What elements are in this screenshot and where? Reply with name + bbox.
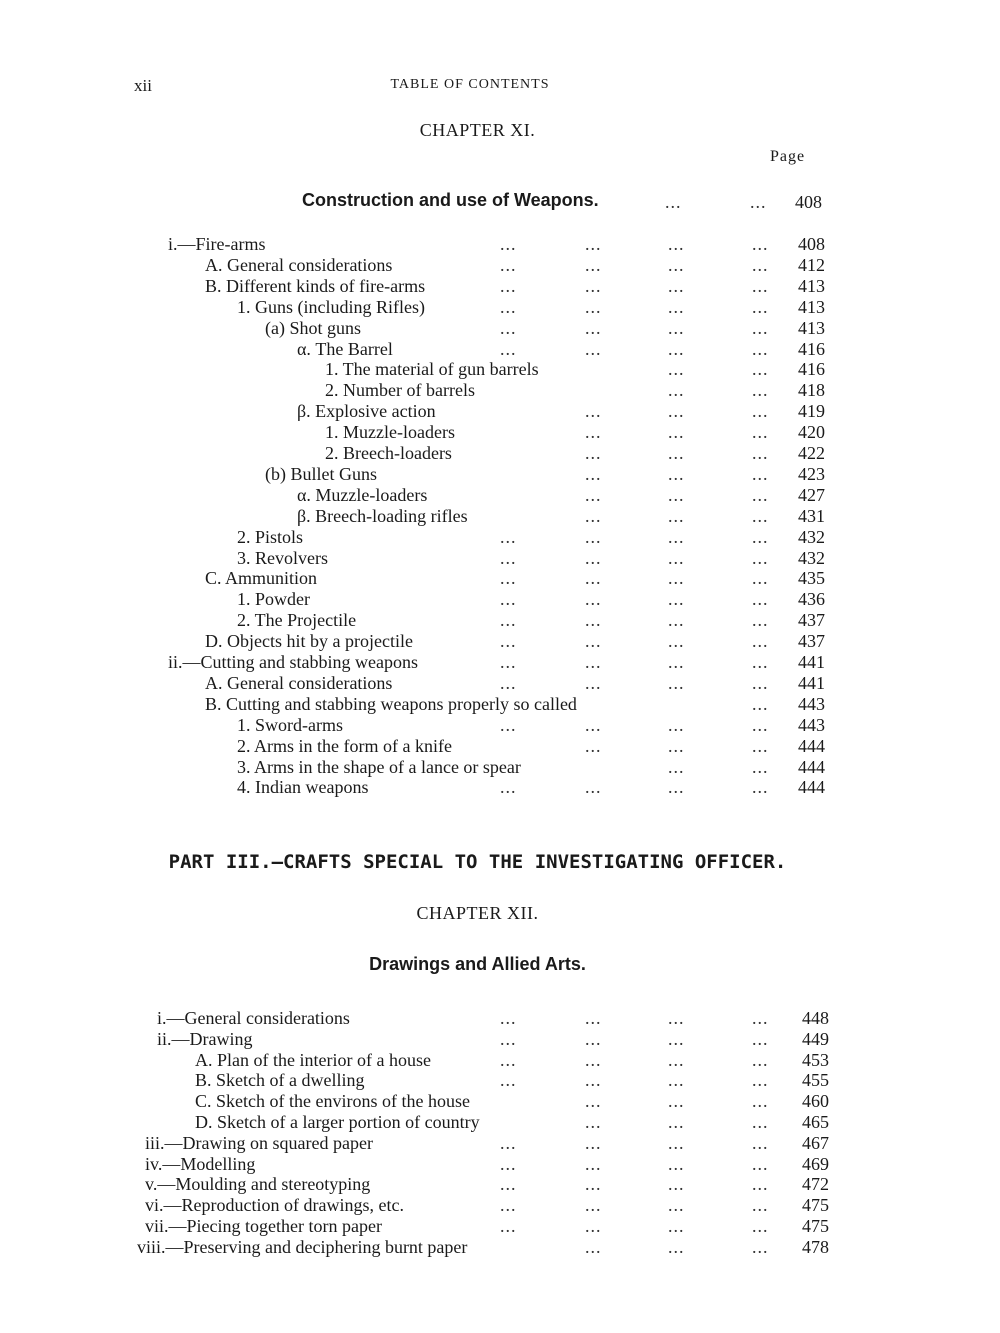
chapter-xi-entry-text: 1. Powder bbox=[237, 589, 310, 610]
leader-dots: ... bbox=[752, 234, 769, 254]
chapter-xi-title: Construction and use of Weapons. bbox=[302, 190, 599, 210]
leader-dots: ... bbox=[668, 1132, 685, 1153]
chapter-xi-entry-page: 443 bbox=[798, 693, 825, 714]
leader-dots: ... bbox=[500, 672, 517, 693]
chapter-xii-entry-text: vi.—Reproduction of drawings, etc. bbox=[145, 1195, 404, 1216]
leader-dots: ... bbox=[752, 380, 769, 401]
leader-dots: ... bbox=[585, 1112, 602, 1132]
leader-dots: ... bbox=[585, 505, 602, 526]
leader-dots: ... bbox=[668, 777, 685, 798]
leader-dots: ... bbox=[500, 1195, 517, 1216]
leader-dots: ... bbox=[752, 652, 769, 672]
leader-dots: ... bbox=[585, 610, 602, 631]
leader-dots: ... bbox=[752, 756, 769, 777]
leader-dots: ... bbox=[668, 589, 685, 610]
leader-dots: ... bbox=[585, 296, 602, 317]
leader-dots: ... bbox=[668, 422, 685, 443]
chapter-xi-entry-text: 2. The Projectile bbox=[237, 610, 357, 631]
chapter-xi-entry-page: 418 bbox=[798, 380, 825, 401]
chapter-xii-entry-page: 460 bbox=[802, 1091, 829, 1112]
page-column-label: Page bbox=[770, 148, 806, 165]
leader-dots: ... bbox=[752, 1112, 769, 1132]
leader-dots: ... bbox=[585, 401, 602, 422]
leader-dots: ... bbox=[752, 1091, 769, 1112]
leader-dots: ... bbox=[668, 1174, 685, 1195]
leader-dots: ... bbox=[668, 526, 685, 547]
leader-dots: ... bbox=[585, 547, 602, 568]
leader-dots: ... bbox=[585, 338, 602, 359]
leader-dots: ... bbox=[668, 756, 685, 777]
chapter-xi-entry-page: 413 bbox=[798, 317, 825, 338]
leader-dots: ... bbox=[752, 1236, 769, 1257]
leader-dots: ... bbox=[585, 1091, 602, 1112]
chapter-xii-entry-page: 465 bbox=[802, 1112, 829, 1132]
leader-dots: ... bbox=[585, 422, 602, 443]
leader-dots: ... bbox=[668, 296, 685, 317]
chapter-xi-entry-page: 437 bbox=[798, 610, 825, 631]
leader-dots: ... bbox=[668, 672, 685, 693]
page-number: xii bbox=[134, 76, 152, 95]
leader-dots: ... bbox=[585, 1028, 602, 1049]
chapter-xi-entry-page: 441 bbox=[798, 672, 825, 693]
leader-dots: ... bbox=[585, 1008, 602, 1028]
leader-dots: ... bbox=[500, 526, 517, 547]
leader-dots: ... bbox=[668, 380, 685, 401]
leader-dots: ... bbox=[752, 1153, 769, 1174]
leader-dots: ... bbox=[752, 568, 769, 589]
leader-dots: ... bbox=[585, 1153, 602, 1174]
chapter-xii-entry-page: 449 bbox=[802, 1028, 829, 1049]
chapter-xi-entry-page: 408 bbox=[798, 234, 825, 254]
chapter-xi-entry-text: 3. Arms in the shape of a lance or spear bbox=[237, 756, 521, 777]
leader-dots: ... bbox=[585, 777, 602, 798]
leader-dots: ... bbox=[500, 547, 517, 568]
chapter-xi-entry-text: β. Breech-loading rifles bbox=[297, 505, 468, 526]
leader-dots: ... bbox=[668, 1008, 685, 1028]
chapter-xii-entry-page: 469 bbox=[802, 1153, 829, 1174]
chapter-xii-entry-text: viii.—Preserving and deciphering burnt paper bbox=[137, 1236, 468, 1257]
chapter-xi-entry-page: 432 bbox=[798, 526, 825, 547]
leader-dots: ... bbox=[752, 1049, 769, 1070]
leader-dots: ... bbox=[585, 443, 602, 463]
leader-dots: ... bbox=[668, 714, 685, 735]
leader-dots: ... bbox=[752, 1132, 769, 1153]
leader-dots: ... bbox=[500, 1216, 517, 1236]
leader-dots: ... bbox=[668, 443, 685, 463]
leader-dots: ... bbox=[500, 317, 517, 338]
chapter-xi-entry-page: 419 bbox=[798, 401, 825, 422]
chapter-xi-entry-page: 412 bbox=[798, 254, 825, 275]
leader-dots: ... bbox=[752, 254, 769, 275]
chapter-xi-entry-page: 435 bbox=[798, 568, 825, 589]
chapter-xi-entry-text: 1. Sword-arms bbox=[237, 714, 343, 735]
chapter-xi-entry-page: 443 bbox=[798, 714, 825, 735]
leader-dots: ... bbox=[752, 296, 769, 317]
leader-dots: ... bbox=[500, 714, 517, 735]
leader-dots: ... bbox=[585, 589, 602, 610]
leader-dots: ... bbox=[752, 693, 769, 714]
chapter-xi-entry-text: 1. The material of gun barrels bbox=[325, 359, 539, 380]
leader-dots: ... bbox=[668, 275, 685, 296]
chapter-xi-title-page: 408 bbox=[795, 192, 822, 212]
chapter-xi-entry-text: i.—Fire-arms bbox=[168, 234, 266, 254]
chapter-xii-entry-text: B. Sketch of a dwelling bbox=[195, 1070, 365, 1091]
chapter-xi-entry-page: 413 bbox=[798, 275, 825, 296]
leader-dots: ... bbox=[668, 610, 685, 631]
chapter-xii-entry-text: iii.—Drawing on squared paper bbox=[145, 1132, 373, 1153]
leader-dots: ... bbox=[585, 463, 602, 484]
chapter-xii-entry-page: 453 bbox=[802, 1049, 829, 1070]
leader-dots: ... bbox=[752, 359, 769, 380]
chapter-xi-entry-text: ii.—Cutting and stabbing weapons bbox=[168, 652, 418, 672]
leader-dots: ... bbox=[668, 1028, 685, 1049]
leader-dots: ... bbox=[668, 547, 685, 568]
leader-dots: ... bbox=[585, 672, 602, 693]
leader-dots: ... bbox=[752, 735, 769, 756]
leader-dots: ... bbox=[752, 777, 769, 798]
leader-dots: ... bbox=[752, 422, 769, 443]
leader-dots: ... bbox=[668, 359, 685, 380]
leader-dots: ... bbox=[668, 234, 685, 254]
leader-dots: ... bbox=[585, 568, 602, 589]
chapter-xii-entry-page: 455 bbox=[802, 1070, 829, 1091]
chapter-xi-entry-text: 2. Breech-loaders bbox=[325, 443, 452, 463]
chapter-xi-label: CHAPTER XI. bbox=[419, 120, 536, 140]
leader-dots: ... bbox=[752, 714, 769, 735]
leader-dots: ... bbox=[752, 610, 769, 631]
chapter-xi-entry-text: 4. Indian weapons bbox=[237, 777, 369, 798]
chapter-xi-entry-page: 420 bbox=[798, 422, 825, 443]
chapter-xii-entry-page: 478 bbox=[802, 1236, 829, 1257]
leader-dots: ... bbox=[500, 1028, 517, 1049]
chapter-xi-entry-text: C. Ammunition bbox=[205, 568, 318, 589]
chapter-xi-entry-page: 416 bbox=[798, 359, 825, 380]
leader-dots: ... bbox=[585, 631, 602, 652]
leader-dots: ... bbox=[752, 275, 769, 296]
leader-dots: ... bbox=[500, 777, 517, 798]
leader-dots: ... bbox=[585, 1195, 602, 1216]
leader-dots: ... bbox=[585, 1049, 602, 1070]
leader-dots: ... bbox=[665, 192, 682, 212]
chapter-xi-entry-page: 444 bbox=[798, 735, 825, 756]
leader-dots: ... bbox=[750, 192, 767, 212]
leader-dots: ... bbox=[752, 338, 769, 359]
leader-dots: ... bbox=[668, 1236, 685, 1257]
chapter-xii-label: CHAPTER XII. bbox=[416, 903, 539, 923]
chapter-xi-entry-text: 2. Arms in the form of a knife bbox=[237, 735, 452, 756]
leader-dots: ... bbox=[752, 463, 769, 484]
chapter-xii-entry-text: ii.—Drawing bbox=[157, 1028, 253, 1049]
leader-dots: ... bbox=[668, 317, 685, 338]
leader-dots: ... bbox=[668, 1153, 685, 1174]
leader-dots: ... bbox=[668, 1070, 685, 1091]
chapter-xi-entry-page: 436 bbox=[798, 589, 825, 610]
chapter-xi-entry-text: A. General considerations bbox=[205, 254, 393, 275]
chapter-xi-entry-text: 3. Revolvers bbox=[237, 547, 328, 568]
chapter-xii-entry-text: vii.—Piecing together torn paper bbox=[145, 1216, 382, 1236]
leader-dots: ... bbox=[752, 484, 769, 505]
leader-dots: ... bbox=[500, 1049, 517, 1070]
leader-dots: ... bbox=[668, 401, 685, 422]
leader-dots: ... bbox=[752, 589, 769, 610]
chapter-xii-entry-text: iv.—Modelling bbox=[145, 1153, 256, 1174]
leader-dots: ... bbox=[585, 1174, 602, 1195]
leader-dots: ... bbox=[585, 484, 602, 505]
leader-dots: ... bbox=[500, 1008, 517, 1028]
leader-dots: ... bbox=[500, 1174, 517, 1195]
running-title: TABLE OF CONTENTS bbox=[390, 77, 550, 92]
leader-dots: ... bbox=[500, 1070, 517, 1091]
leader-dots: ... bbox=[668, 338, 685, 359]
leader-dots: ... bbox=[752, 1174, 769, 1195]
leader-dots: ... bbox=[500, 652, 517, 672]
leader-dots: ... bbox=[668, 652, 685, 672]
leader-dots: ... bbox=[752, 1008, 769, 1028]
chapter-xii-entry-text: v.—Moulding and stereotyping bbox=[145, 1174, 371, 1195]
leader-dots: ... bbox=[585, 1070, 602, 1091]
chapter-xi-entry-page: 441 bbox=[798, 652, 825, 672]
chapter-xi-entry-text: D. Objects hit by a projectile bbox=[205, 631, 413, 652]
chapter-xi-entry-page: 413 bbox=[798, 296, 825, 317]
leader-dots: ... bbox=[668, 1216, 685, 1236]
chapter-xii-entry-page: 472 bbox=[802, 1174, 829, 1195]
leader-dots: ... bbox=[585, 1216, 602, 1236]
leader-dots: ... bbox=[668, 1112, 685, 1132]
leader-dots: ... bbox=[585, 1132, 602, 1153]
chapter-xi-entry-text: α. The Barrel bbox=[297, 338, 393, 359]
leader-dots: ... bbox=[500, 234, 517, 254]
leader-dots: ... bbox=[668, 505, 685, 526]
leader-dots: ... bbox=[500, 631, 517, 652]
leader-dots: ... bbox=[668, 1049, 685, 1070]
leader-dots: ... bbox=[585, 714, 602, 735]
leader-dots: ... bbox=[668, 1195, 685, 1216]
chapter-xi-entry-page: 427 bbox=[798, 484, 825, 505]
leader-dots: ... bbox=[500, 1132, 517, 1153]
leader-dots: ... bbox=[585, 526, 602, 547]
chapter-xi-entry-page: 423 bbox=[798, 463, 825, 484]
chapter-xi-entry-text: A. General considerations bbox=[205, 672, 393, 693]
leader-dots: ... bbox=[752, 1070, 769, 1091]
leader-dots: ... bbox=[585, 1236, 602, 1257]
leader-dots: ... bbox=[668, 463, 685, 484]
chapter-xi-entry-page: 444 bbox=[798, 777, 825, 798]
chapter-xi-entry-text: (b) Bullet Guns bbox=[265, 463, 377, 484]
leader-dots: ... bbox=[668, 735, 685, 756]
leader-dots: ... bbox=[668, 568, 685, 589]
leader-dots: ... bbox=[752, 672, 769, 693]
leader-dots: ... bbox=[500, 568, 517, 589]
leader-dots: ... bbox=[585, 275, 602, 296]
chapter-xi-entry-page: 432 bbox=[798, 547, 825, 568]
chapter-xii-entry-text: i.—General considerations bbox=[157, 1008, 350, 1028]
chapter-xii-entry-page: 448 bbox=[802, 1008, 829, 1028]
chapter-xi-entry-text: B. Cutting and stabbing weapons properly so called bbox=[205, 693, 577, 714]
chapter-xi-entry-page: 431 bbox=[798, 505, 825, 526]
leader-dots: ... bbox=[585, 234, 602, 254]
chapter-xi-entry-text: B. Different kinds of fire-arms bbox=[205, 275, 426, 296]
chapter-xi-entry-text: 1. Muzzle-loaders bbox=[325, 422, 455, 443]
chapter-xi-entry-page: 437 bbox=[798, 631, 825, 652]
chapter-xi-entry-text: 1. Guns (including Rifles) bbox=[237, 296, 425, 317]
leader-dots: ... bbox=[500, 338, 517, 359]
leader-dots: ... bbox=[668, 1091, 685, 1112]
chapter-xi-entry-text: (a) Shot guns bbox=[265, 317, 361, 338]
leader-dots: ... bbox=[585, 317, 602, 338]
leader-dots: ... bbox=[585, 254, 602, 275]
chapter-xi-entry-page: 422 bbox=[798, 443, 825, 463]
leader-dots: ... bbox=[752, 505, 769, 526]
leader-dots: ... bbox=[585, 652, 602, 672]
chapter-xi-entry-page: 444 bbox=[798, 756, 825, 777]
chapter-xi-entry-text: 2. Number of barrels bbox=[325, 380, 475, 401]
chapter-xii-entry-text: C. Sketch of the environs of the house bbox=[195, 1091, 470, 1112]
leader-dots: ... bbox=[668, 631, 685, 652]
leader-dots: ... bbox=[500, 589, 517, 610]
leader-dots: ... bbox=[585, 735, 602, 756]
leader-dots: ... bbox=[752, 401, 769, 422]
part-iii-heading: PART III.—CRAFTS SPECIAL TO THE INVESTIGATING OFFICER. bbox=[168, 851, 787, 873]
leader-dots: ... bbox=[752, 1028, 769, 1049]
chapter-xii-entry-text: A. Plan of the interior of a house bbox=[195, 1049, 431, 1070]
leader-dots: ... bbox=[668, 484, 685, 505]
chapter-xii-entry-page: 475 bbox=[802, 1195, 829, 1216]
leader-dots: ... bbox=[500, 254, 517, 275]
leader-dots: ... bbox=[752, 631, 769, 652]
chapter-xi-entry-text: α. Muzzle-loaders bbox=[297, 484, 428, 505]
leader-dots: ... bbox=[752, 547, 769, 568]
chapter-xi-entry-text: β. Explosive action bbox=[297, 401, 436, 422]
chapter-xii-entry-text: D. Sketch of a larger portion of country bbox=[195, 1112, 480, 1132]
leader-dots: ... bbox=[500, 296, 517, 317]
leader-dots: ... bbox=[752, 317, 769, 338]
leader-dots: ... bbox=[500, 275, 517, 296]
chapter-xii-entry-page: 467 bbox=[802, 1132, 829, 1153]
chapter-xi-entry-text: 2. Pistols bbox=[237, 526, 304, 547]
chapter-xii-entry-page: 475 bbox=[802, 1216, 829, 1236]
leader-dots: ... bbox=[500, 610, 517, 631]
leader-dots: ... bbox=[668, 254, 685, 275]
chapter-xi-entry-page: 416 bbox=[798, 338, 825, 359]
leader-dots: ... bbox=[752, 1195, 769, 1216]
leader-dots: ... bbox=[752, 526, 769, 547]
leader-dots: ... bbox=[752, 1216, 769, 1236]
chapter-xii-title: Drawings and Allied Arts. bbox=[369, 954, 586, 974]
leader-dots: ... bbox=[500, 1153, 517, 1174]
leader-dots: ... bbox=[752, 443, 769, 463]
